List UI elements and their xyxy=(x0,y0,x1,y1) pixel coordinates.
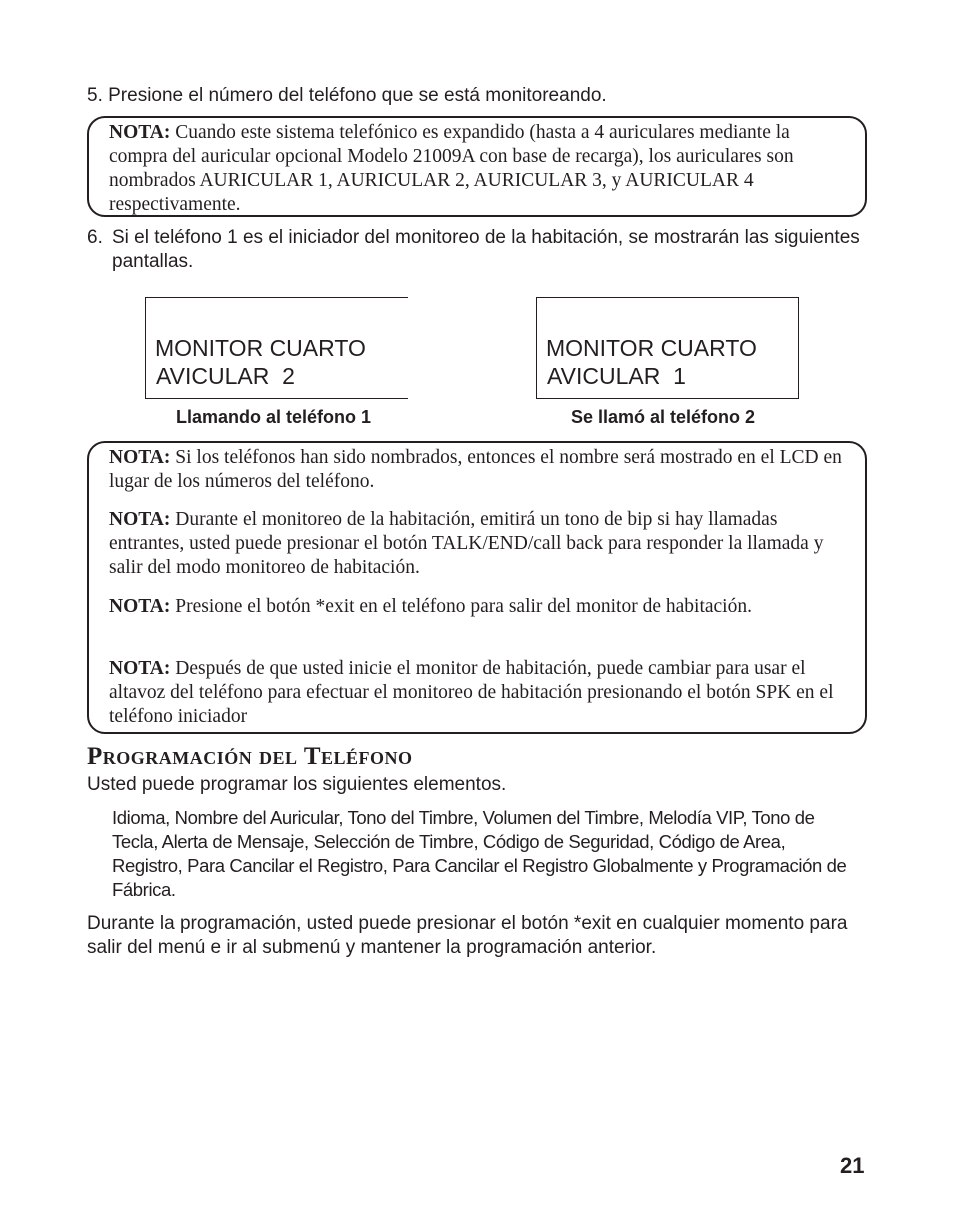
lcd-caption-called: Se llamó al teléfono 2 xyxy=(571,407,756,427)
note-label: NOTA: xyxy=(109,122,171,143)
note-names xyxy=(109,446,849,494)
lcd-line-2: AVICULAR 2 xyxy=(156,363,295,389)
note-label: NOTA: xyxy=(109,447,171,468)
lcd-caption-calling: Llamando al teléfono 1 xyxy=(176,407,372,427)
section-heading: Programación del Teléfono xyxy=(87,743,413,770)
note-text: Presione el botón *exit en el teléfono para salir del monitor de habitación. xyxy=(170,596,752,617)
lcd-screen-calling xyxy=(145,297,408,399)
note-text: Después de que usted inicie el monitor de habitación, puede cambiar para usar el altavoz del teléfono para efectuar el monitoreo de habitación presionando el botón SPK en el teléfono iniciador xyxy=(109,658,834,727)
note-expansion xyxy=(109,121,849,217)
section-closing: Durante la programación, usted puede presionar el botón *exit en cualquier momento para salir del menú e ir al submenú y mantener la programación anterior. xyxy=(87,913,848,958)
step-6-number: 6. xyxy=(87,227,103,248)
lcd-screen-called xyxy=(536,297,799,399)
note-exit xyxy=(109,595,849,619)
lcd-line-1: MONITOR CUARTO xyxy=(546,335,757,361)
note-incoming-calls xyxy=(109,508,849,580)
section-intro: Usted puede programar los siguientes elementos. xyxy=(87,774,507,795)
page-number: 21 xyxy=(840,1153,865,1178)
note-box-monitoring xyxy=(87,441,867,734)
note-speaker xyxy=(109,657,854,729)
lcd-line-1: MONITOR CUARTO xyxy=(155,335,366,361)
note-text: Durante el monitoreo de la habitación, emitirá un tono de bip si hay llamadas entrantes, usted puede presionar el botón TALK/END/call back para responder la llamada y salir del modo monitoreo de habitación. xyxy=(109,509,824,578)
note-box-expansion xyxy=(87,116,867,217)
note-text: Si los teléfonos han sido nombrados, entonces el nombre será mostrado en el LCD en lugar de los números del teléfono. xyxy=(109,447,842,492)
note-label: NOTA: xyxy=(109,658,171,679)
note-text: Cuando este sistema telefónico es expandido (hasta a 4 auriculares mediante la compra del auricular opcional Modelo 21009A con base de recarga), los auriculares son nombrados AURICULAR 1, AURICULAR 2, AURICULAR 3, y AURICULAR 4 respectivamente. xyxy=(109,122,794,215)
lcd-line-2: AVICULAR 1 xyxy=(547,363,686,389)
note-label: NOTA: xyxy=(109,596,171,617)
programmable-items: Idioma, Nombre del Auricular, Tono del Timbre, Volumen del Timbre, Melodía VIP, Tono de Tecla, Alerta de Mensaje, Selección de Timbre, Código de Seguridad, Código de Area, Registro, Para Cancilar el Registro, Para Cancilar el Registro Globalmente y Programación de Fábrica. xyxy=(112,807,847,900)
step-6-text: Si el teléfono 1 es el iniciador del monitoreo de la habitación, se mostrarán las siguientes pantallas. xyxy=(112,227,860,272)
note-label: NOTA: xyxy=(109,509,171,530)
step-5: 5. Presione el número del teléfono que se está monitoreando. xyxy=(87,85,607,106)
